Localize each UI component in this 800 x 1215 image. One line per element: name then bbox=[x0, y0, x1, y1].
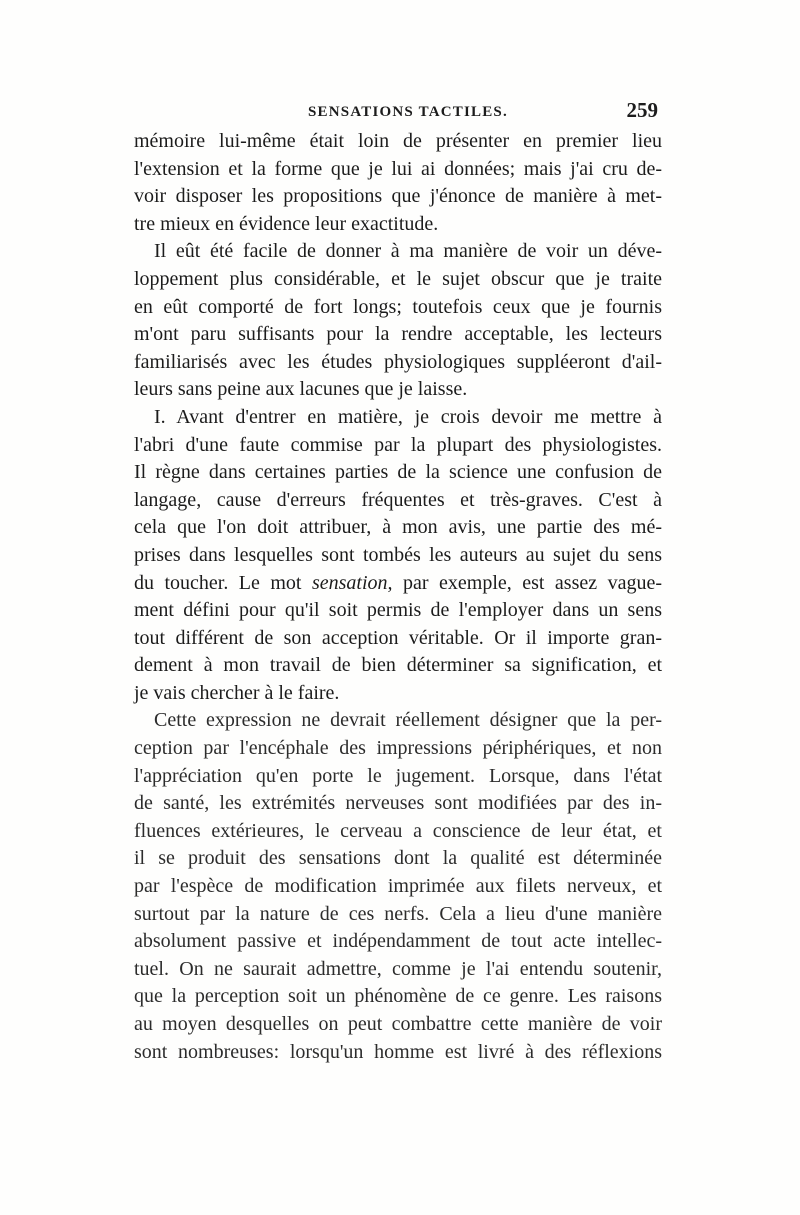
text-line: au moyen desquelles on peut combattre cette manière de voir bbox=[134, 1013, 662, 1035]
text-line: Cette expression ne devrait réellement désigner que la per- bbox=[154, 709, 662, 732]
text-line: je vais chercher à le faire. bbox=[134, 681, 340, 704]
body-text bbox=[134, 128, 662, 1066]
text-line: tout différent de son acception véritable. Or il importe gran- bbox=[134, 626, 662, 649]
text-line: voir disposer les propositions que j'énonce de manière à met- bbox=[134, 185, 662, 208]
text-line: fluences extérieures, le cerveau a conscience de leur état, et bbox=[134, 819, 662, 842]
text-line: l'extension et la forme que je lui ai données; mais j'ai cru de- bbox=[134, 157, 662, 180]
text-line: l'abri d'une faute commise par la plupart des physiologistes. bbox=[134, 433, 662, 456]
text-line: I. Avant d'entrer en matière, je crois devoir me mettre à bbox=[154, 405, 662, 428]
text-line: il se produit des sensations dont la qualité est déterminée bbox=[134, 847, 662, 870]
running-title: SENSATIONS TACTILES. bbox=[308, 104, 508, 120]
text-line: par l'espèce de modification imprimée aux filets nerveux, et bbox=[134, 875, 662, 898]
text-line: dement à mon travail de bien déterminer sa signification, et bbox=[134, 654, 662, 677]
text-line: leurs sans peine aux lacunes que je laisse. bbox=[134, 378, 468, 401]
text-line: langage, cause d'erreurs fréquentes et très-graves. C'est à bbox=[134, 488, 662, 511]
page-number: 259 bbox=[626, 98, 658, 122]
italic-term: sensation, bbox=[311, 571, 393, 594]
text-line: sont nombreuses: lorsqu'un homme est livré à des réflexions bbox=[134, 1040, 662, 1063]
text-line: ception par l'encéphale des impressions périphériques, et non bbox=[134, 737, 662, 760]
text-line: mémoire lui-même était loin de présenter en premier lieu bbox=[134, 130, 662, 152]
text-line: cela que l'on doit attribuer, à mon avis, une partie des mé- bbox=[134, 516, 662, 539]
text-line-start: du toucher. Le mot bbox=[134, 571, 312, 594]
text-line: que la perception soit un phénomène de ce genre. Les raisons bbox=[134, 985, 662, 1008]
text-line: prises dans lesquelles sont tombés les auteurs au sujet du sens bbox=[134, 543, 662, 566]
text-line: absolument passive et indépendamment de tout acte intellec- bbox=[134, 930, 662, 953]
text-line: de santé, les extrémités nerveuses sont modifiées par des in- bbox=[134, 792, 662, 815]
text-line: Il eût été facile de donner à ma manière de voir un déve- bbox=[154, 240, 662, 263]
text-line: m'ont paru suffisants pour la rendre acceptable, les lecteurs bbox=[134, 323, 662, 346]
text-line: en eût comporté de fort longs; toutefois ceux que je fournis bbox=[134, 295, 662, 318]
text-line: familiarisés avec les études physiologiques suppléeront d'ail- bbox=[134, 350, 662, 373]
text-line: l'appréciation qu'en porte le jugement. Lorsque, dans l'état bbox=[134, 764, 662, 787]
text-line: ment défini pour qu'il soit permis de l'employer dans un sens bbox=[134, 599, 662, 622]
text-line: tuel. On ne saurait admettre, comme je l'ai entendu soutenir, bbox=[134, 957, 662, 980]
text-line: surtout par la nature de ces nerfs. Cela a lieu d'une manière bbox=[134, 902, 662, 925]
text-line: Il règne dans certaines parties de la science une confusion de bbox=[134, 461, 662, 484]
page-header bbox=[132, 96, 660, 126]
text-line-end: par exemple, est assez vague- bbox=[392, 571, 663, 594]
text-line: loppement plus considérable, et le sujet obscur que je traite bbox=[134, 267, 662, 290]
text-line-mixed bbox=[134, 570, 662, 598]
text-line: tre mieux en évidence leur exactitude. bbox=[134, 212, 439, 235]
